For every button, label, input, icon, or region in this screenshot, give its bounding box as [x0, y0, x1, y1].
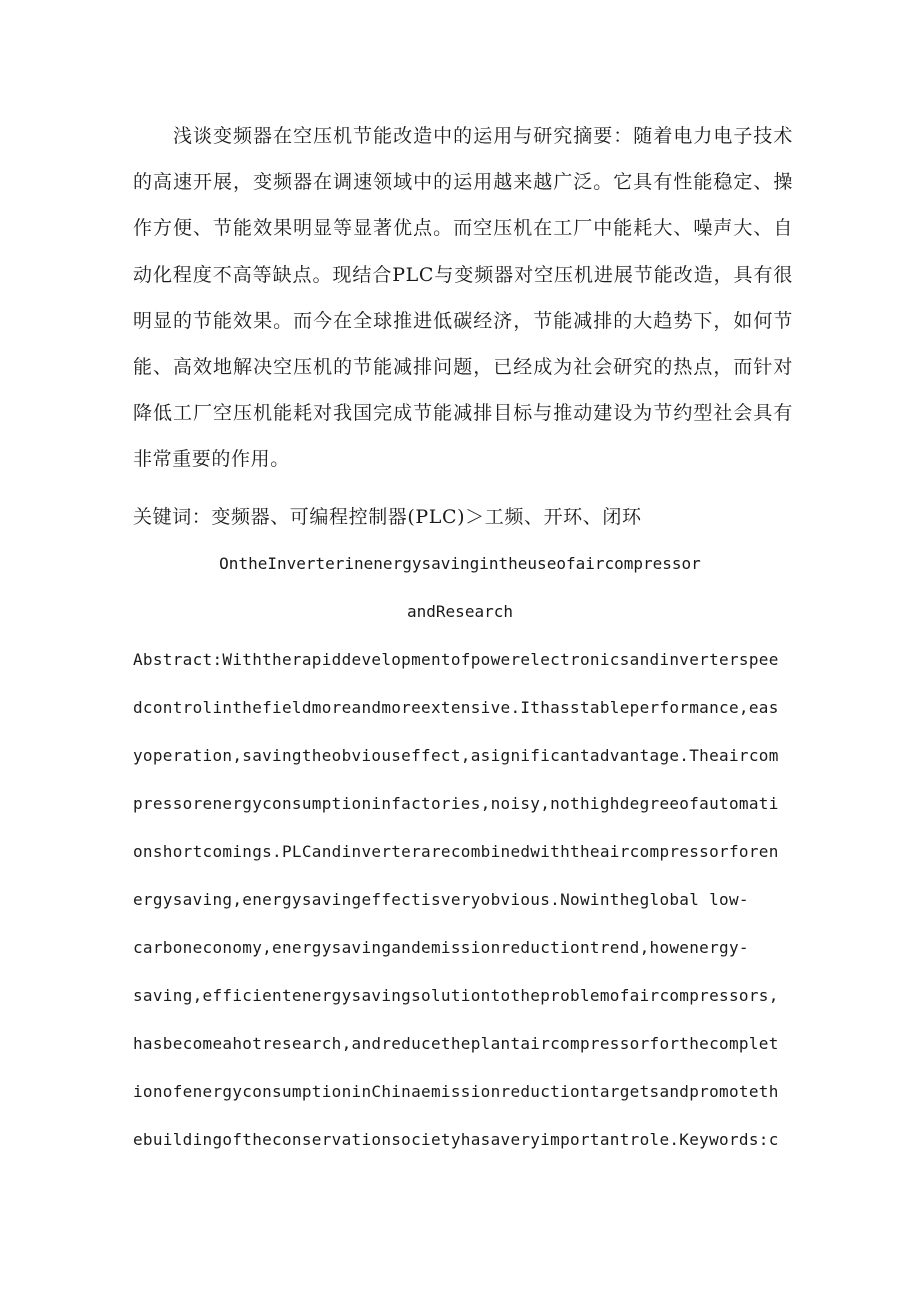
english-abstract [133, 645, 803, 1173]
english-abstract-line: ionofenergyconsumptioninChinaemissionreductiontargetsandpromoteth [133, 1082, 779, 1101]
chinese-abstract-paragraph: 浅谈变频器在空压机节能改造中的运用与研究摘要：随着电力电子技术的高速开展，变频器在调速领域中的运用越来越广泛。它具有性能稳定、操作方便、节能效果明显等显著优点。而空压机在工厂中能耗大、噪声大、自动化程度不高等缺点。现结合PLC与变频器对空压机进展节能改造，具有很明显的节能效果。而今在全球推进低碳经济，节能减排的大趋势下，如何节能、高效地解决空压机的节能减排问题，已经成为社会研究的热点，而针对降低工厂空压机能耗对我国完成节能减排目标与推动建设为节约型社会具有非常重要的作用。 [133, 125, 793, 471]
english-abstract-line: carboneconomy,energysavingandemissionreductiontrend,howenergy- [133, 938, 749, 957]
english-abstract-line: onshortcomings.PLCandinverterarecombinedwiththeaircompressorforen [133, 842, 779, 861]
english-abstract-line: saving,efficientenergysavingsolutiontotheproblemofaircompressors, [133, 986, 779, 1005]
english-abstract-line: Abstract:Withtherapiddevelopmentofpowerelectronicsandinverterspee [133, 650, 779, 669]
english-abstract-line: hasbecomeahotresearch,andreducetheplantaircompressorforthecomplet [133, 1034, 779, 1053]
english-abstract-line: ergysaving,energysavingeffectisveryobvious.Nowintheglobal low- [133, 890, 749, 909]
chinese-keywords: 关键词：变频器、可编程控制器(PLC)＞工频、开环、闭环 [133, 506, 642, 528]
english-abstract-line: dcontrolinthefieldmoreandmoreextensive.Ithasstableperformance,eas [133, 698, 779, 717]
english-abstract-line: yoperation,savingtheobviouseffect,asignificantadvantage.Theaircom [133, 746, 779, 765]
english-abstract-line: ebuildingoftheconservationsocietyhasaveryimportantrole.Keywords:c [133, 1130, 779, 1149]
english-title-line-1: OntheInverterinenergysavingintheuseofaircompressor [219, 554, 701, 573]
english-abstract-line: pressorenergyconsumptioninfactories,noisy,nothighdegreeofautomati [133, 794, 779, 813]
english-title-line-2: andResearch [407, 602, 513, 621]
